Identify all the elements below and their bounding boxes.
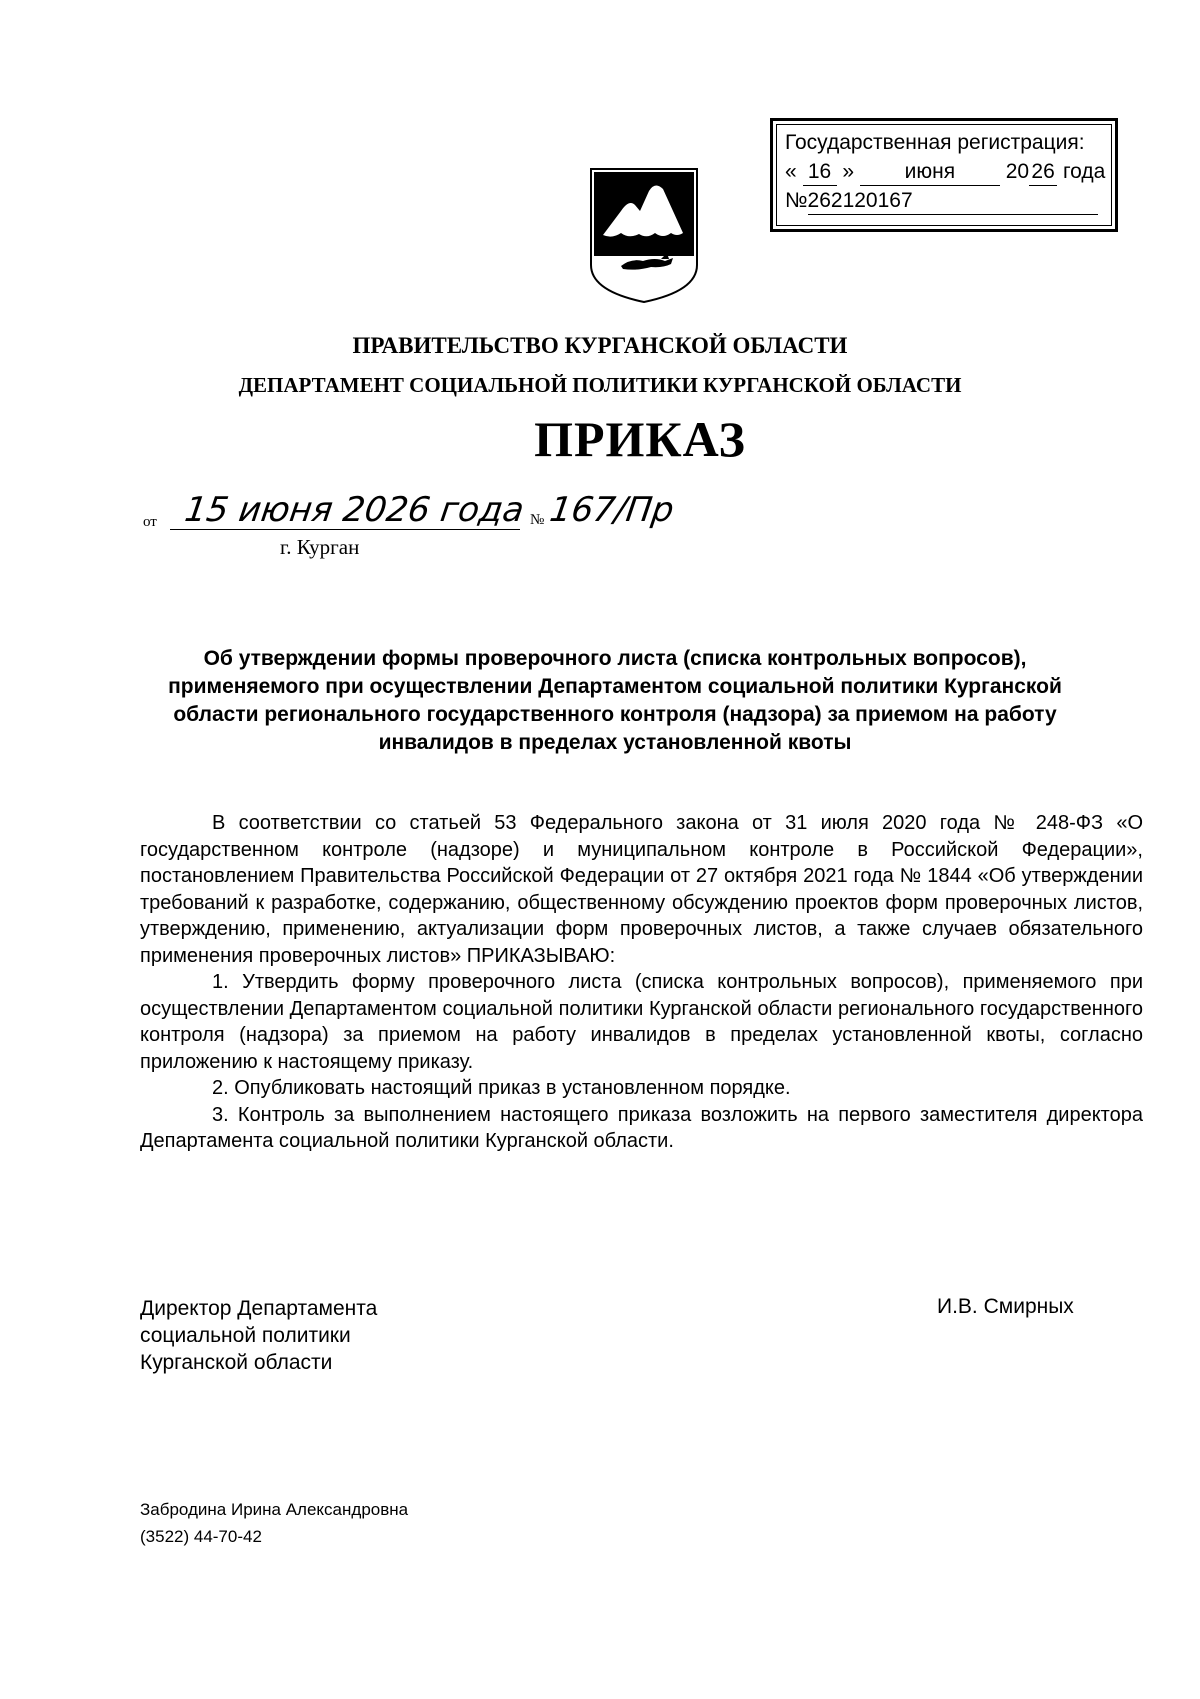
department-title: ДЕПАРТАМЕНТ СОЦИАЛЬНОЙ ПОЛИТИКИ КУРГАНСКОЙ ОБЛАСТИ <box>238 373 962 397</box>
order-number-label: № <box>530 512 545 528</box>
order-number-handwritten: 167/Пр <box>547 490 677 530</box>
date-prefix-label: от <box>143 514 157 530</box>
registration-date <box>785 159 1105 186</box>
registration-quote-open: « <box>785 160 797 183</box>
body-item-3: 3. Контроль за выполнением настоящего приказа возложить на первого заместителя директора Департамента социальной политики Курганской области. <box>140 1103 1143 1152</box>
city-label: г. Курган <box>280 535 360 559</box>
registration-quote-close: » <box>842 160 855 183</box>
government-title: ПРАВИТЕЛЬСТВО КУРГАНСКОЙ ОБЛАСТИ <box>352 333 848 358</box>
executor-info <box>140 1496 408 1550</box>
order-body <box>140 810 1143 1155</box>
registration-year-prefix: 20 <box>1005 160 1030 183</box>
registration-number: 262120167 <box>808 188 1098 215</box>
body-preamble: В соответствии со статьей 53 Федерального закона от 31 июля 2020 года № 248-ФЗ «О государственном контроле (надзоре) и муниципальном контроле в Российской Федерации», постановлением Правительства Российской Федерации от 27 октября 2021 года № 1844 «Об утверждении требований к разработке, содержанию, общественному обсуждению проектов форм проверочных листов, утверждению, применению, актуализации форм проверочных листов, а также случаев обязательного применения проверочных листов» ПРИКАЗЫВАЮ: <box>140 812 1143 967</box>
signatory-role-line: Курганской области <box>140 1351 333 1374</box>
order-date-handwritten: 15 июня 2026 года <box>182 490 527 530</box>
body-item-1: 1. Утвердить форму проверочного листа (списка контрольных вопросов), применяемого при осуществлении Департаментом социальной политики Курганской области регионального государственного контроля (надзора) за приемом на работу инвалидов в пределах установленной квоты, согласно приложению к настоящему приказу. <box>140 971 1143 1073</box>
registration-month: июня <box>860 159 1000 186</box>
registration-title: Государственная регистрация: <box>785 131 1085 154</box>
registration-year-suffix: 26 <box>1029 159 1057 186</box>
executor-name: Забродина Ирина Александровна <box>140 1500 409 1519</box>
registration-day: 16 <box>803 159 837 186</box>
document-type-title: ПРИКАЗ <box>534 411 746 467</box>
signatory-role <box>140 1295 377 1376</box>
body-item-2: 2. Опубликовать настоящий приказ в установленном порядке. <box>212 1077 791 1099</box>
coat-of-arms-icon <box>585 165 703 305</box>
signatory-role-line: Директор Департамента <box>140 1297 378 1320</box>
signatory-role-line: социальной политики <box>140 1324 351 1347</box>
registration-year-word: года <box>1062 160 1106 183</box>
registration-number-sign: № <box>785 189 808 212</box>
signatory-name: И.В. Смирных <box>937 1295 1074 1318</box>
executor-phone: (3522) 44-70-42 <box>140 1527 262 1546</box>
order-subject: Об утверждении формы проверочного листа (списка контрольных вопросов), применяемого при осуществлении Департаментом социальной политики Курганской области регионального государственного контроля (надзора) за приемом на работу инвалидов в пределах установленной квоты <box>168 647 1062 754</box>
registration-number-line <box>785 188 1098 215</box>
registration-stamp <box>770 118 1118 232</box>
